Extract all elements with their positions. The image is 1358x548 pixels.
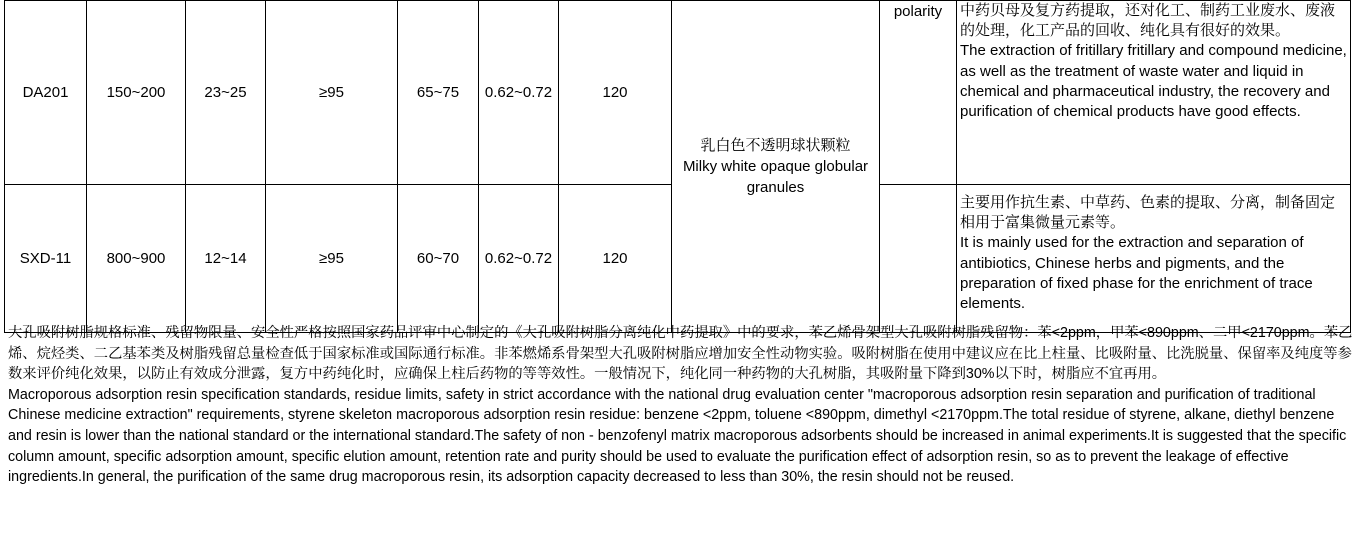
value-cell: ≥95 bbox=[266, 185, 398, 333]
value-cell: 150~200 bbox=[87, 1, 186, 185]
usage-cell bbox=[957, 185, 1351, 333]
value-cell: 120 bbox=[559, 185, 672, 333]
model-cell: DA201 bbox=[5, 1, 87, 185]
value-cell: 0.62~0.72 bbox=[479, 1, 559, 185]
value-cell: 23~25 bbox=[186, 1, 266, 185]
usage-en: The extraction of fritillary fritillary and compound medicine, as well as the treatment of waste water and liquid in chemical and pharmaceutical industry, the recovery and purification of chemical products have good effects. bbox=[960, 42, 1347, 121]
value-cell: ≥95 bbox=[266, 1, 398, 185]
notes-zh: 大孔吸附树脂规格标准、残留物限量、安全性严格按照国家药品评审中心制定的《大孔吸附树脂分离纯化中药提取》中的要求，苯乙烯骨架型大孔吸附树脂残留物：苯<2ppm，甲苯<890ppm、二甲<2170ppm。苯乙烯、烷烃类、二乙基苯类及树脂残留总量检查低于国家标准或国际通行标准。非苯燃烯系骨架型大孔吸附树脂应增加安全性动物实验。吸附树脂在使用中建议应在比上柱量、比吸附量、比洗脱量、保留率及纯度等参数来评价纯化效果，以防止有效成分泄露，复方中药纯化时，应确保上柱后药物的等等效性。一般情况下，纯化同一种药物的大孔树脂，其吸附量下降到30%以下时，树脂应不宜再用。 bbox=[8, 325, 1353, 383]
value-cell: 0.62~0.72 bbox=[479, 185, 559, 333]
value-cell: 65~75 bbox=[398, 1, 479, 185]
model-cell: SXD-11 bbox=[5, 185, 87, 333]
value-cell: 60~70 bbox=[398, 185, 479, 333]
usage-cell bbox=[957, 1, 1351, 185]
notes-paragraph bbox=[8, 323, 1356, 488]
polarity-cell: polarity bbox=[880, 1, 957, 185]
usage-zh: 主要用作抗生素、中草药、色素的提取、分离，制备固定相用于富集微量元素等。 bbox=[960, 194, 1336, 232]
value-cell: 120 bbox=[559, 1, 672, 185]
empty-cell bbox=[880, 185, 957, 333]
value-cell: 800~900 bbox=[87, 185, 186, 333]
appearance-cell bbox=[672, 1, 880, 333]
usage-en: It is mainly used for the extraction and separation of antibiotics, Chinese herbs and pigments, and the preparation of fixed phase for the enrichment of trace elements. bbox=[960, 234, 1313, 313]
appearance-zh: 乳白色不透明球状颗粒 bbox=[700, 137, 851, 154]
value-cell: 12~14 bbox=[186, 185, 266, 333]
table-row bbox=[5, 1, 1351, 185]
usage-zh: 中药贝母及复方药提取，还对化工、制药工业废水、废液的处理，化工产品的回收、纯化具有很好的效果。 bbox=[960, 2, 1336, 40]
notes-en: Macroporous adsorption resin specification standards, residue limits, safety in strict accordance with the national drug evaluation center "macroporous adsorption resin separation and purification of traditional Chinese medicine extraction" requirements, styrene skeleton macroporous adsorption resin residue: benzene <2ppm, toluene <890ppm, dimethyl <2170ppm.The total residue of styrene, alkane, diethyl benzene and resin is lower than the national standard or the international standard.The safety of non - benzofenyl matrix macroporous adsorbents should be increased in animal experiments.It is suggested that the specific column amount, specific adsorption amount, specific elution amount, retention rate and purity should be used to evaluate the purification effect of adsorption resin, so as to prevent the leakage of effective ingredients.In general, the purification of the same drug macroporous resin, its adsorption capacity decreased to less than 30%, the resin should not be reused. bbox=[8, 386, 1347, 486]
appearance-en: Milky white opaque globular granules bbox=[682, 158, 869, 196]
resin-spec-table bbox=[4, 0, 1351, 333]
